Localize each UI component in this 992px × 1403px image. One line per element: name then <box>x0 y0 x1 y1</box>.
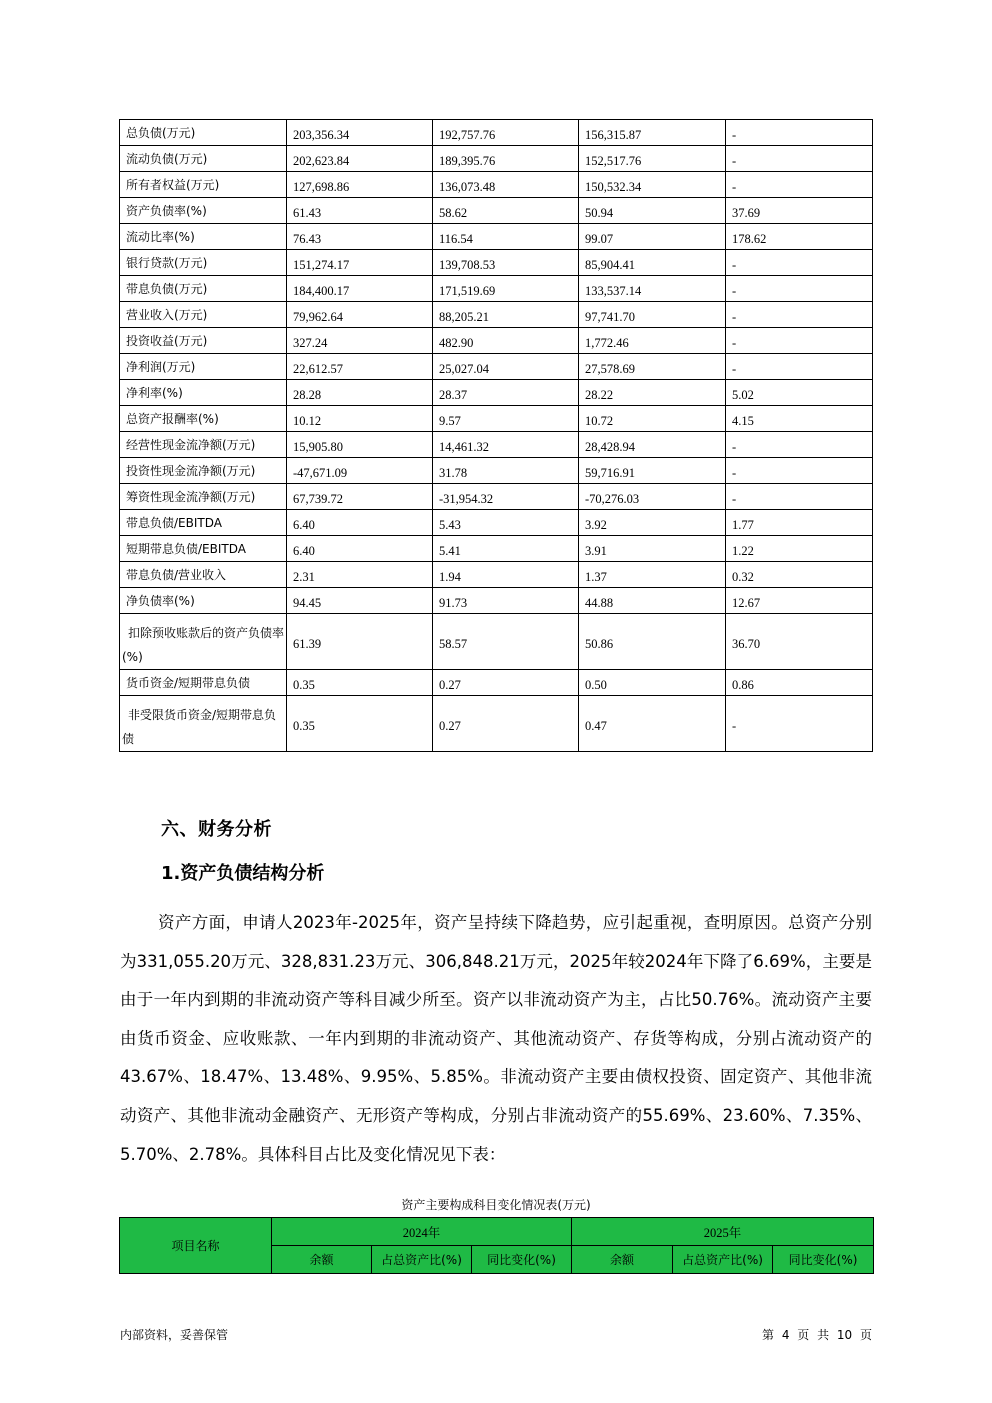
table-row <box>120 614 873 670</box>
row-label: 流动负债(万元) <box>120 146 287 172</box>
financial-table-body <box>120 120 873 752</box>
value-2023: 202,623.84 <box>287 146 433 172</box>
row-label: 投资性现金流净额(万元) <box>120 458 287 484</box>
value-benchmark: 4.15 <box>726 406 873 432</box>
value-2024: 136,073.48 <box>433 172 579 198</box>
value-2025: 28,428.94 <box>579 432 726 458</box>
value-2023: 28.28 <box>287 380 433 406</box>
value-2023: 2.31 <box>287 562 433 588</box>
value-2023: 151,274.17 <box>287 250 433 276</box>
balance-header-2024: 余额 <box>272 1246 372 1274</box>
value-2024: 5.43 <box>433 510 579 536</box>
value-benchmark: 0.86 <box>726 670 873 696</box>
value-2024: 192,757.76 <box>433 120 579 146</box>
row-label: 经营性现金流净额(万元) <box>120 432 287 458</box>
value-2025: 85,904.41 <box>579 250 726 276</box>
value-2025: 27,578.69 <box>579 354 726 380</box>
table-row <box>120 670 873 696</box>
value-2023: 0.35 <box>287 696 433 752</box>
value-2025: 50.86 <box>579 614 726 670</box>
table-row <box>120 696 873 752</box>
section-heading: 六、财务分析 <box>161 819 272 840</box>
table-row <box>120 224 873 250</box>
row-label: 流动比率(%) <box>120 224 287 250</box>
balance-header-2025: 余额 <box>572 1246 673 1274</box>
value-2024: 58.57 <box>433 614 579 670</box>
yoy-header-2025: 同比变化(%) <box>773 1246 874 1274</box>
value-2024: 116.54 <box>433 224 579 250</box>
row-label: 带息负债/EBITDA <box>120 510 287 536</box>
value-2025: 152,517.76 <box>579 146 726 172</box>
value-2023: 6.40 <box>287 536 433 562</box>
row-label: 净利率(%) <box>120 380 287 406</box>
value-2025: 97,741.70 <box>579 302 726 328</box>
value-2023: 0.35 <box>287 670 433 696</box>
value-2023: 127,698.86 <box>287 172 433 198</box>
row-label: 营业收入(万元) <box>120 302 287 328</box>
value-2024: 31.78 <box>433 458 579 484</box>
table-row <box>120 146 873 172</box>
value-2024: 28.37 <box>433 380 579 406</box>
table-row <box>120 328 873 354</box>
value-2023: 10.12 <box>287 406 433 432</box>
value-2024: 139,708.53 <box>433 250 579 276</box>
value-2023: 203,356.34 <box>287 120 433 146</box>
table-row <box>120 276 873 302</box>
table-row <box>120 172 873 198</box>
value-benchmark: - <box>726 458 873 484</box>
row-label: 带息负债(万元) <box>120 276 287 302</box>
value-2025: 3.91 <box>579 536 726 562</box>
table-row <box>120 562 873 588</box>
table-row <box>120 484 873 510</box>
value-benchmark: 1.77 <box>726 510 873 536</box>
value-2025: 133,537.14 <box>579 276 726 302</box>
table-row <box>120 354 873 380</box>
table-row <box>120 302 873 328</box>
table-row <box>120 536 873 562</box>
value-benchmark: 178.62 <box>726 224 873 250</box>
value-2024: 5.41 <box>433 536 579 562</box>
asset-structure-table <box>119 1217 874 1274</box>
table-row <box>120 198 873 224</box>
table-row <box>120 432 873 458</box>
value-2023: 61.43 <box>287 198 433 224</box>
asset-table-caption: 资产主要构成科目变化情况表(万元) <box>401 1198 591 1212</box>
value-2023: -47,671.09 <box>287 458 433 484</box>
share-header-2025: 占总资产比(%) <box>673 1246 773 1274</box>
row-label: 总资产报酬率(%) <box>120 406 287 432</box>
value-2024: 9.57 <box>433 406 579 432</box>
row-label: 净利润(万元) <box>120 354 287 380</box>
value-benchmark: - <box>726 146 873 172</box>
table-row <box>120 588 873 614</box>
value-benchmark: - <box>726 484 873 510</box>
row-label: 非受限货币资金/短期带息负债 <box>120 696 287 752</box>
value-benchmark: - <box>726 354 873 380</box>
value-2024: 0.27 <box>433 670 579 696</box>
value-2025: 0.47 <box>579 696 726 752</box>
table-row <box>120 510 873 536</box>
row-label: 扣除预收账款后的资产负债率(%) <box>120 614 287 670</box>
value-2024: 1.94 <box>433 562 579 588</box>
value-2023: 79,962.64 <box>287 302 433 328</box>
value-2023: 15,905.80 <box>287 432 433 458</box>
value-benchmark: 36.70 <box>726 614 873 670</box>
yoy-header-2024: 同比变化(%) <box>472 1246 572 1274</box>
value-2023: 22,612.57 <box>287 354 433 380</box>
value-2025: 150,532.34 <box>579 172 726 198</box>
footer-page-number: 第 4 页 共 10 页 <box>762 1328 872 1342</box>
value-2025: 50.94 <box>579 198 726 224</box>
value-benchmark: - <box>726 302 873 328</box>
value-benchmark: - <box>726 172 873 198</box>
value-2024: -31,954.32 <box>433 484 579 510</box>
row-label: 资产负债率(%) <box>120 198 287 224</box>
value-benchmark: - <box>726 328 873 354</box>
value-2024: 0.27 <box>433 696 579 752</box>
value-2025: 10.72 <box>579 406 726 432</box>
financial-indicators-table <box>119 119 873 752</box>
row-label: 净负债率(%) <box>120 588 287 614</box>
sub-heading: 1.资产负债结构分析 <box>161 863 325 884</box>
value-2023: 94.45 <box>287 588 433 614</box>
value-benchmark: 1.22 <box>726 536 873 562</box>
value-benchmark: 37.69 <box>726 198 873 224</box>
table-row <box>120 458 873 484</box>
value-2025: 0.50 <box>579 670 726 696</box>
table-row <box>120 250 873 276</box>
value-benchmark: - <box>726 250 873 276</box>
value-2025: 3.92 <box>579 510 726 536</box>
year-2024-header: 2024年 <box>272 1218 572 1246</box>
row-label: 短期带息负债/EBITDA <box>120 536 287 562</box>
value-benchmark: - <box>726 276 873 302</box>
row-label: 筹资性现金流净额(万元) <box>120 484 287 510</box>
value-2024: 91.73 <box>433 588 579 614</box>
item-name-header: 项目名称 <box>120 1218 272 1274</box>
value-2024: 189,395.76 <box>433 146 579 172</box>
year-2025-header: 2025年 <box>572 1218 874 1246</box>
value-2024: 14,461.32 <box>433 432 579 458</box>
row-label: 所有者权益(万元) <box>120 172 287 198</box>
value-benchmark: 0.32 <box>726 562 873 588</box>
value-2024: 88,205.21 <box>433 302 579 328</box>
value-benchmark: - <box>726 696 873 752</box>
row-label: 投资收益(万元) <box>120 328 287 354</box>
value-benchmark: - <box>726 120 873 146</box>
row-label: 货币资金/短期带息负债 <box>120 670 287 696</box>
table-row <box>120 406 873 432</box>
table-row <box>120 120 873 146</box>
value-2023: 184,400.17 <box>287 276 433 302</box>
value-2024: 171,519.69 <box>433 276 579 302</box>
value-2024: 58.62 <box>433 198 579 224</box>
value-benchmark: 5.02 <box>726 380 873 406</box>
value-2025: 44.88 <box>579 588 726 614</box>
value-2023: 76.43 <box>287 224 433 250</box>
value-2025: -70,276.03 <box>579 484 726 510</box>
value-2024: 482.90 <box>433 328 579 354</box>
footer-confidential-note: 内部资料，妥善保管 <box>120 1328 229 1342</box>
value-benchmark: 12.67 <box>726 588 873 614</box>
value-2023: 327.24 <box>287 328 433 354</box>
value-2025: 28.22 <box>579 380 726 406</box>
share-header-2024: 占总资产比(%) <box>372 1246 472 1274</box>
table-row <box>120 380 873 406</box>
value-2025: 1,772.46 <box>579 328 726 354</box>
value-2024: 25,027.04 <box>433 354 579 380</box>
value-benchmark: - <box>726 432 873 458</box>
value-2023: 61.39 <box>287 614 433 670</box>
value-2023: 67,739.72 <box>287 484 433 510</box>
row-label: 银行贷款(万元) <box>120 250 287 276</box>
analysis-paragraph: 资产方面，申请人2023年-2025年，资产呈持续下降趋势，应引起重视，查明原因。总资产分别为331,055.20万元、328,831.23万元、306,848.21万元，2025年较2024年下降了6.69%，主要是由于一年内到期的非流动资产等科目减少所至。资产以非流动资产为主，占比50.76%。流动资产主要由货币资金、应收账款、一年内到期的非流动资产、其他流动资产、存货等构成，分别占流动资产的43.67%、18.47%、13.48%、9.95%、5.85%。非流动资产主要由债权投资、固定资产、其他非流动资产、其他非流动金融资产、无形资产等构成，分别占非流动资产的55.69%、23.60%、7.35%、5.70%、2.78%。具体科目占比及变化情况见下表： <box>120 913 872 1164</box>
value-2025: 59,716.91 <box>579 458 726 484</box>
row-label: 总负债(万元) <box>120 120 287 146</box>
value-2025: 99.07 <box>579 224 726 250</box>
value-2025: 1.37 <box>579 562 726 588</box>
asset-table-header-row-1 <box>120 1218 874 1246</box>
value-2023: 6.40 <box>287 510 433 536</box>
row-label: 带息负债/营业收入 <box>120 562 287 588</box>
value-2025: 156,315.87 <box>579 120 726 146</box>
